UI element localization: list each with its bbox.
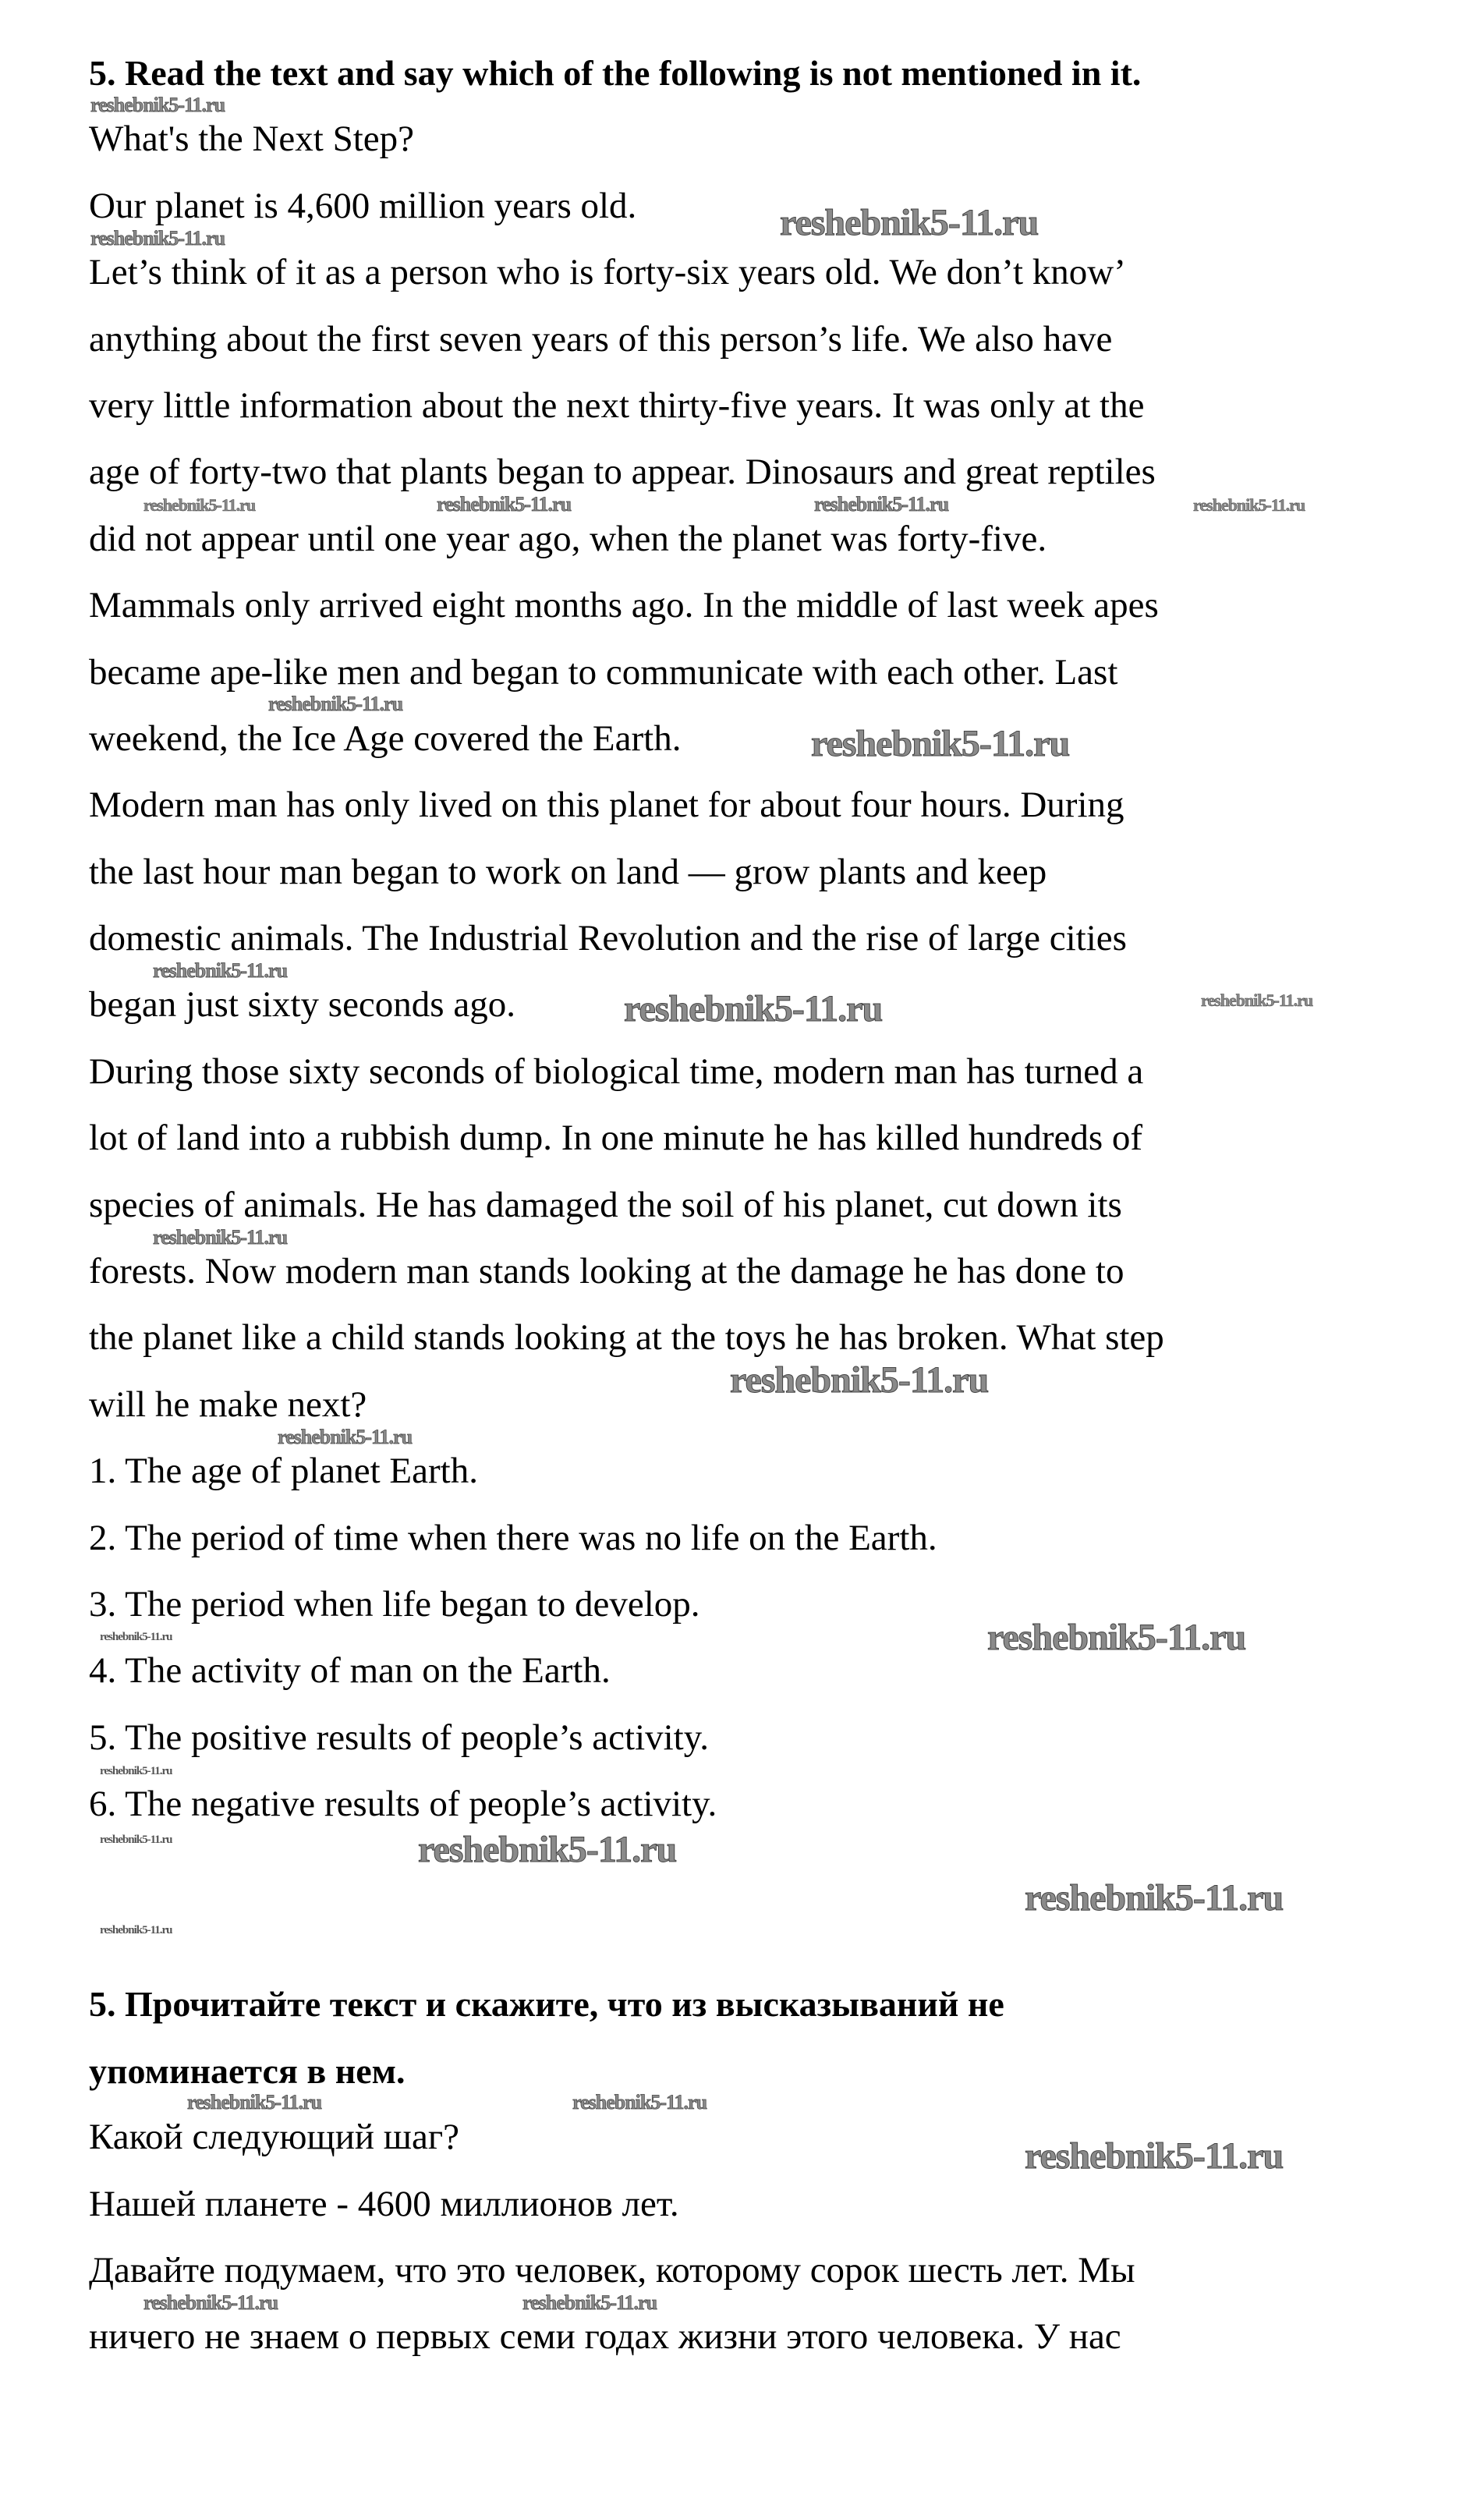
- watermark: reshebnik5-11.ru: [153, 959, 288, 982]
- watermark: reshebnik5-11.ru: [100, 1924, 172, 1936]
- watermark: reshebnik5-11.ru: [1193, 495, 1305, 515]
- paragraph-line: began just sixty seconds ago.: [89, 984, 515, 1026]
- watermark: reshebnik5-11.ru: [730, 1359, 989, 1401]
- watermark: reshebnik5-11.ru: [143, 2291, 278, 2314]
- option-item: 3. The period when life began to develop.: [89, 1583, 700, 1625]
- watermark: reshebnik5-11.ru: [100, 1631, 172, 1643]
- option-item: 1. The age of planet Earth.: [89, 1451, 478, 1492]
- watermark: reshebnik5-11.ru: [572, 2091, 707, 2114]
- watermark: reshebnik5-11.ru: [1025, 1877, 1284, 1919]
- option-item: 5. The positive results of people’s activity.: [89, 1717, 709, 1758]
- exercise-heading-en: 5. Read the text and say which of the following is not mentioned in it.: [89, 53, 1142, 93]
- watermark: reshebnik5-11.ru: [814, 493, 949, 516]
- watermark: reshebnik5-11.ru: [90, 227, 225, 250]
- paragraph-line: the last hour man began to work on land — grow plants and keep: [89, 851, 1047, 892]
- text-title-en: What's the Next Step?: [89, 119, 414, 160]
- paragraph-line: age of forty-two that plants began to appear. Dinosaurs and great reptiles: [89, 452, 1156, 493]
- watermark: reshebnik5-11.ru: [1025, 2135, 1284, 2177]
- watermark: reshebnik5-11.ru: [780, 202, 1039, 243]
- exercise-heading-ru: 5. Прочитайте текст и скажите, что из высказываний не: [89, 1984, 1004, 2025]
- paragraph-line: lot of land into a rubbish dump. In one minute he has killed hundreds of: [89, 1118, 1143, 1159]
- exercise-heading-ru: упоминается в нем.: [89, 2050, 406, 2091]
- paragraph-line: Нашей планете - 4600 миллионов лет.: [89, 2183, 679, 2224]
- paragraph-line: Давайте подумаем, что это человек, которому сорок шесть лет. Мы: [89, 2249, 1135, 2291]
- paragraph-line: the planet like a child stands looking at the toys he has broken. What step: [89, 1317, 1164, 1359]
- paragraph-line: Modern man has only lived on this planet for about four hours. During: [89, 785, 1125, 826]
- watermark: reshebnik5-11.ru: [811, 723, 1070, 764]
- paragraph-line: will he make next?: [89, 1384, 367, 1425]
- watermark: reshebnik5-11.ru: [437, 493, 572, 516]
- paragraph-line: forests. Now modern man stands looking at the damage he has done to: [89, 1251, 1125, 1292]
- paragraph-line: domestic animals. The Industrial Revolution and the rise of large cities: [89, 918, 1127, 959]
- option-item: 4. The activity of man on the Earth.: [89, 1650, 611, 1692]
- watermark: reshebnik5-11.ru: [153, 1226, 288, 1249]
- option-item: 2. The period of time when there was no life on the Earth.: [89, 1517, 937, 1558]
- watermark: reshebnik5-11.ru: [100, 1765, 172, 1777]
- paragraph-line: During those sixty seconds of biological time, modern man has turned a: [89, 1051, 1144, 1092]
- watermark: reshebnik5-11.ru: [987, 1617, 1246, 1658]
- paragraph-line: very little information about the next thirty-five years. It was only at the: [89, 384, 1145, 426]
- paragraph-line: anything about the first seven years of this person’s life. We also have: [89, 318, 1113, 360]
- option-item: 6. The negative results of people’s activity.: [89, 1784, 717, 1825]
- paragraph-line: weekend, the Ice Age covered the Earth.: [89, 718, 682, 759]
- watermark: reshebnik5-11.ru: [268, 693, 403, 715]
- watermark: reshebnik5-11.ru: [522, 2291, 657, 2314]
- watermark: reshebnik5-11.ru: [278, 1426, 413, 1448]
- paragraph-line: became ape-like men and began to communicate with each other. Last: [89, 651, 1118, 693]
- paragraph-line: Let’s think of it as a person who is forty-six years old. We don’t know’: [89, 252, 1126, 293]
- paragraph-line: Our planet is 4,600 million years old.: [89, 185, 637, 226]
- watermark: reshebnik5-11.ru: [1201, 990, 1313, 1010]
- watermark: reshebnik5-11.ru: [187, 2091, 322, 2114]
- text-title-ru: Какой следующий шаг?: [89, 2117, 459, 2158]
- watermark: reshebnik5-11.ru: [90, 94, 225, 116]
- watermark: reshebnik5-11.ru: [624, 988, 883, 1029]
- watermark: reshebnik5-11.ru: [100, 1834, 172, 1846]
- paragraph-line: did not appear until one year ago, when the planet was forty-five.: [89, 518, 1047, 559]
- watermark: reshebnik5-11.ru: [418, 1829, 677, 1870]
- paragraph-line: species of animals. He has damaged the soil of his planet, cut down its: [89, 1184, 1122, 1225]
- paragraph-line: ничего не знаем о первых семи годах жизни этого человека. У нас: [89, 2316, 1121, 2358]
- watermark: reshebnik5-11.ru: [143, 495, 256, 515]
- paragraph-line: Mammals only arrived eight months ago. In the middle of last week apes: [89, 585, 1159, 626]
- document-page: [89, 40, 1415, 2371]
